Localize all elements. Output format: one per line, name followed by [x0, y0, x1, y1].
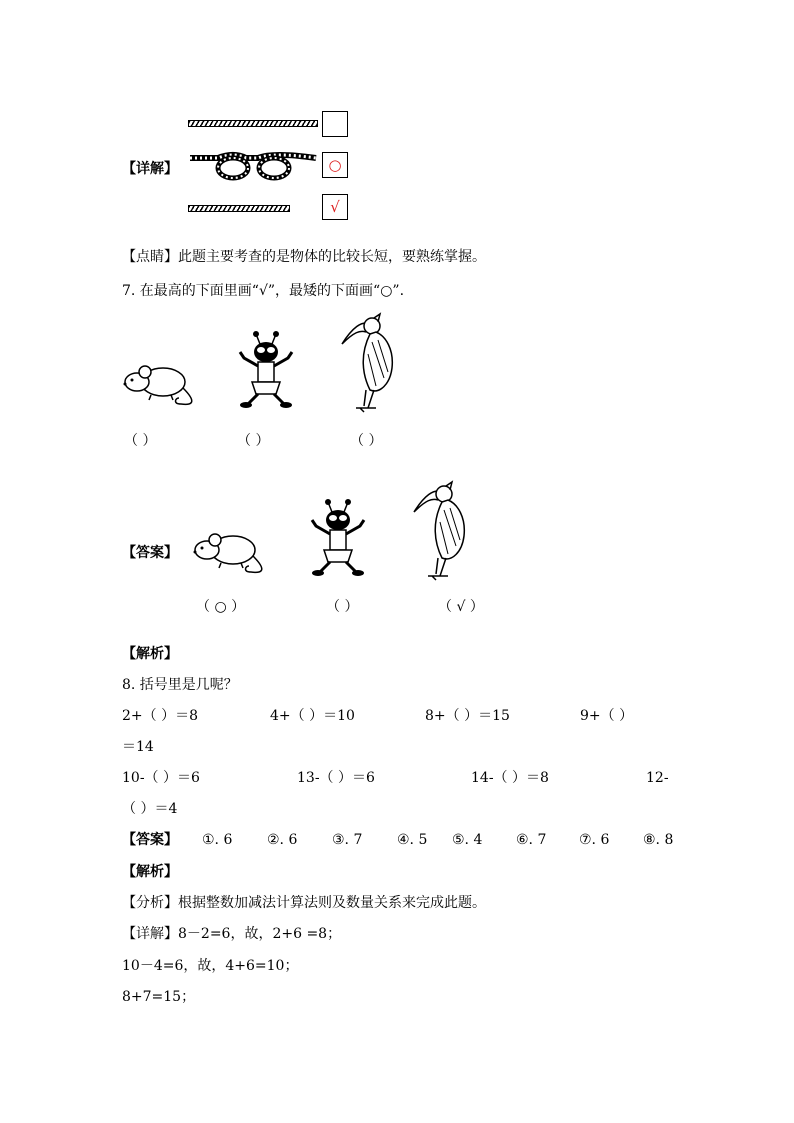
straight-rope-top: [188, 120, 318, 127]
q7-answer-paren-2: （ ）: [326, 599, 359, 615]
q8-eq-1: 2+（ ）＝8: [122, 708, 198, 724]
mouse-illustration: [123, 360, 198, 410]
ant-illustration: [236, 330, 296, 410]
q7-blank-paren-2: （ ）: [237, 433, 270, 449]
q8-eq-4: 9+（ ）: [580, 708, 634, 724]
heron-illustration: [340, 314, 400, 414]
straight-rope-bottom: [188, 205, 290, 212]
q7-answer-paren-1: （ ○ ）: [196, 599, 246, 615]
q8-detail-line-3: 8+7=15；: [122, 989, 196, 1005]
q8-answer-1: ①. 6: [202, 832, 233, 848]
q8-eq-8-cont: （ ）＝4: [122, 801, 178, 817]
q8-eq-8: 12-: [646, 770, 669, 786]
q8-eq-3: 8+（ ）＝15: [425, 708, 510, 724]
q8-answer-3: ③. 7: [332, 832, 363, 848]
q7-question: 7. 在最高的下面里画“√”，最矮的下面画“○”.: [122, 283, 405, 299]
answer-box-top: [322, 111, 348, 137]
q8-question: 8. 括号里是几呢？: [122, 677, 238, 693]
heron-illustration-answer: [412, 482, 472, 582]
q8-answer-8: ⑧. 8: [643, 832, 674, 848]
q8-detail-line-1: 【详解】8－2=6，故，2+6 =8；: [122, 926, 342, 942]
q8-answer-5: ⑤. 4: [452, 832, 483, 848]
point-note: 【点睛】此题主要考查的是物体的比较长短，要熟练掌握。: [122, 249, 486, 265]
looped-rope: [188, 148, 318, 188]
q8-eq-5: 10-（ ）＝6: [122, 770, 200, 786]
q8-answer-6: ⑥. 7: [516, 832, 547, 848]
q8-eq-6: 13-（ ）＝6: [297, 770, 375, 786]
q8-answer-7: ⑦. 6: [579, 832, 610, 848]
q8-eq-2: 4+（ ）＝10: [270, 708, 355, 724]
q8-analysis-label: 【解析】: [122, 864, 178, 880]
q8-eq-4-cont: ＝14: [122, 739, 154, 755]
q8-answer-4: ④. 5: [397, 832, 428, 848]
mouse-illustration-answer: [193, 528, 268, 578]
detail-label: 【详解】: [122, 161, 178, 177]
q7-blank-paren-1: （ ）: [124, 433, 157, 449]
q8-answer-2: ②. 6: [267, 832, 298, 848]
q8-eq-7: 14-（ ）＝8: [471, 770, 549, 786]
q7-answer-paren-3: （ √ ）: [438, 599, 484, 615]
q8-analysis-line: 【分析】根据整数加减法计算法则及数量关系来完成此题。: [122, 895, 486, 911]
answer-box-bottom: √: [322, 194, 348, 220]
q8-answer-label: 【答案】: [122, 832, 178, 848]
ant-illustration-answer: [308, 498, 368, 578]
q7-blank-paren-3: （ ）: [350, 433, 383, 449]
answer-box-middle: ○: [322, 152, 348, 178]
q7-analysis-label: 【解析】: [122, 646, 178, 662]
q8-detail-line-2: 10－4=6，故，4+6=10；: [122, 958, 299, 974]
q7-answer-label: 【答案】: [122, 545, 178, 561]
